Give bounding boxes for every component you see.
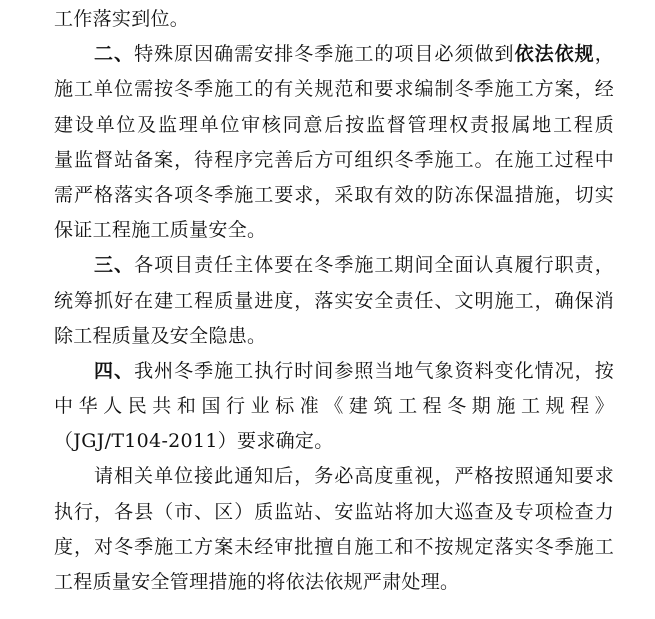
text-line [54,178,614,213]
text-run: 除工程质量及安全隐患。 [54,324,267,347]
text-run: 施工单位需按冬季施工的有关规范和要求编制冬季施工方案，经 [54,78,614,101]
paragraph-two [54,37,614,248]
emphasis-text: 依法依规 [514,43,595,66]
text-line [54,213,614,248]
text-line [54,459,614,494]
text-line [54,248,614,283]
text-line [54,108,614,143]
text-line [54,319,614,354]
section-number: 四、 [94,359,135,382]
text-line [54,424,614,459]
text-run: 保证工程施工质量安全。 [54,219,267,242]
text-run: ， [594,43,614,66]
text-line [54,565,614,600]
section-number: 三、 [94,254,135,277]
text-run: 各项目责任主体要在冬季施工期间全面认真履行职责， [134,254,614,277]
text-line [54,354,614,389]
text-run: 需严格落实各项冬季施工要求，采取有效的防冻保温措施，切实 [54,183,614,206]
text-line [54,72,614,107]
text-line [54,2,614,37]
text-run: 工程质量安全管理措施的将依法依规严肃处理。 [54,571,460,593]
text-line [54,495,614,530]
text-run: 特殊原因确需安排冬季施工的项目必须做到 [134,43,515,66]
text-line [54,37,614,72]
text-run: 统筹抓好在建工程质量进度，落实安全责任、文明施工，确保消 [54,289,614,312]
text-run: 请相关单位接此通知后，务必高度重视，严格按照通知要求 [94,465,614,488]
text-run: 建设单位及监理单位审核同意后按监督管理权责报属地工程质 [54,113,614,136]
text-line [54,389,614,424]
text-run: 量监督站备案，待程序完善后方可组织冬季施工。在施工过程中 [54,148,614,171]
text-run: 中华人民共和国行业标准《建筑工程冬期施工规程》 [54,395,614,418]
text-run: 我州冬季施工执行时间参照当地气象资料变化情况，按 [134,359,614,382]
paragraph-continuation [54,2,614,37]
text-line [54,143,614,178]
text-run: （JGJ/T104-2011）要求确定。 [54,430,334,453]
document-body [54,0,614,600]
section-number: 二、 [94,43,135,66]
text-run: 度，对冬季施工方案未经审批擅自施工和不按规定落实冬季施工 [54,535,614,558]
text-line [54,530,614,565]
text-run: 执行，各县（市、区）质监站、安监站将加大巡查及专项检查力 [54,500,614,523]
text-run: 工作落实到位。 [54,8,190,30]
text-line [54,284,614,319]
paragraph-closing [54,459,614,600]
paragraph-four [54,354,614,460]
paragraph-three [54,248,614,354]
